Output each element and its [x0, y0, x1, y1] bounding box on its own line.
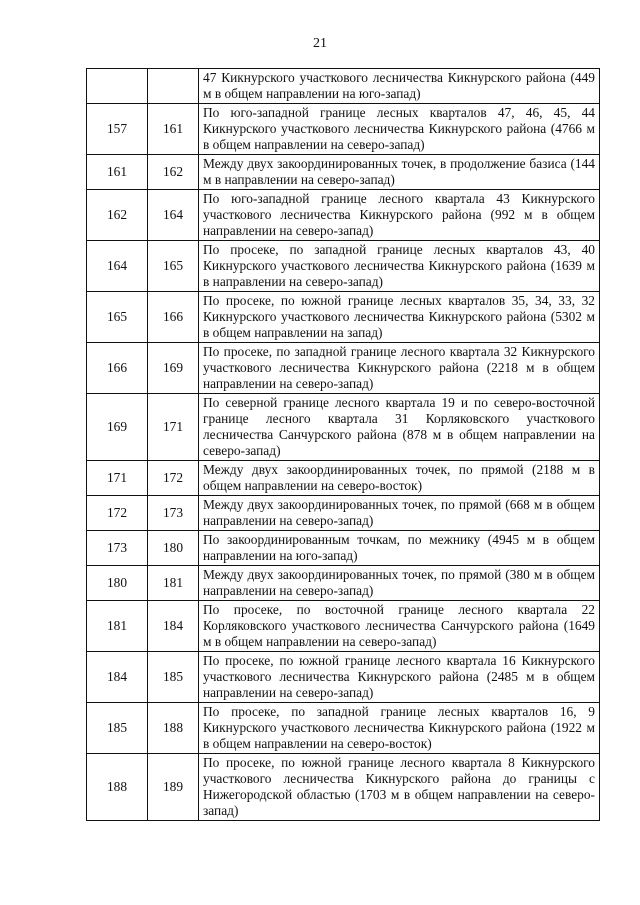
point-from-cell: 157 [87, 104, 148, 155]
table-row [87, 104, 600, 155]
table-row [87, 241, 600, 292]
point-from-cell: 166 [87, 343, 148, 394]
point-to-cell: 180 [148, 531, 199, 566]
point-to-cell: 166 [148, 292, 199, 343]
description-cell: По юго-западной границе лесного квартала 43 Кикнурского участкового лесничества Кикнурского района (992 м в общем направлении на северо-запад) [199, 190, 600, 241]
description-cell: Между двух закоординированных точек, по прямой (2188 м в общем направлении на северо-восток) [199, 461, 600, 496]
table-row [87, 155, 600, 190]
description-cell: Между двух закоординированных точек, по прямой (380 м в общем направлении на северо-запад) [199, 566, 600, 601]
table-row [87, 496, 600, 531]
description-cell: Между двух закоординированных точек, по прямой (668 м в общем направлении на северо-запад) [199, 496, 600, 531]
point-from-cell: 171 [87, 461, 148, 496]
point-to-cell: 169 [148, 343, 199, 394]
point-to-cell: 164 [148, 190, 199, 241]
table-row [87, 601, 600, 652]
boundary-description-table [86, 68, 600, 821]
point-from-cell: 172 [87, 496, 148, 531]
point-to-cell: 189 [148, 754, 199, 821]
point-from-cell: 184 [87, 652, 148, 703]
point-to-cell: 165 [148, 241, 199, 292]
description-cell: По просеке, по западной границе лесных кварталов 43, 40 Кикнурского участкового лесничества Кикнурского района (1639 м в направлении на северо-запад) [199, 241, 600, 292]
description-cell: По юго-западной границе лесных кварталов 47, 46, 45, 44 Кикнурского участкового лесничества Кикнурского района (4766 м в общем направлении на северо-запад) [199, 104, 600, 155]
point-to-cell: 162 [148, 155, 199, 190]
description-cell: По просеке, по западной границе лесного квартала 32 Кикнурского участкового лесничества Кикнурского района (2218 м в общем направлении на северо-запад) [199, 343, 600, 394]
point-to-cell: 184 [148, 601, 199, 652]
table-row [87, 531, 600, 566]
table-row [87, 394, 600, 461]
table-row [87, 190, 600, 241]
description-cell: По просеке, по восточной границе лесного квартала 22 Корляковского участкового лесничества Санчурского района (1649 м в общем направлении на северо-запад) [199, 601, 600, 652]
table-row [87, 754, 600, 821]
point-from-cell: 165 [87, 292, 148, 343]
point-from-cell: 173 [87, 531, 148, 566]
table-row [87, 652, 600, 703]
point-from-cell: 169 [87, 394, 148, 461]
description-cell: По просеке, по южной границе лесных кварталов 35, 34, 33, 32 Кикнурского участкового лесничества Кикнурского района (5302 м в общем направлении на запад) [199, 292, 600, 343]
point-from-cell: 180 [87, 566, 148, 601]
description-cell: По просеке, по западной границе лесных кварталов 16, 9 Кикнурского участкового лесничества Кикнурского района (1922 м в общем направлении на северо-восток) [199, 703, 600, 754]
point-from-cell: 188 [87, 754, 148, 821]
description-cell: Между двух закоординированных точек, в продолжение базиса (144 м в направлении на северо-запад) [199, 155, 600, 190]
point-from-cell: 185 [87, 703, 148, 754]
point-from-cell: 164 [87, 241, 148, 292]
point-to-cell: 161 [148, 104, 199, 155]
table-row [87, 566, 600, 601]
point-from-cell [87, 69, 148, 104]
point-to-cell: 185 [148, 652, 199, 703]
description-cell: По просеке, по южной границе лесного квартала 8 Кикнурского участкового лесничества Кикнурского района до границы с Нижегородской областью (1703 м в общем направлении на северо-запад) [199, 754, 600, 821]
point-from-cell: 162 [87, 190, 148, 241]
point-from-cell: 181 [87, 601, 148, 652]
point-to-cell: 171 [148, 394, 199, 461]
point-to-cell: 181 [148, 566, 199, 601]
table-row [87, 292, 600, 343]
table-row [87, 343, 600, 394]
point-to-cell: 173 [148, 496, 199, 531]
description-cell: 47 Кикнурского участкового лесничества Кикнурского района (449 м в общем направлении на юго-запад) [199, 69, 600, 104]
table-row [87, 69, 600, 104]
description-cell: По северной границе лесного квартала 19 и по северо-восточной границе лесного квартала 31 Корляковского участкового лесничества Санчурского района (878 м в общем направлении на северо-запад) [199, 394, 600, 461]
point-to-cell: 172 [148, 461, 199, 496]
description-cell: По просеке, по южной границе лесного квартала 16 Кикнурского участкового лесничества Кикнурского района (2485 м в общем направлении на северо-запад) [199, 652, 600, 703]
page-number: 21 [313, 36, 327, 51]
table-row [87, 461, 600, 496]
point-from-cell: 161 [87, 155, 148, 190]
point-to-cell: 188 [148, 703, 199, 754]
point-to-cell [148, 69, 199, 104]
table-row [87, 703, 600, 754]
description-cell: По закоординированным точкам, по межнику (4945 м в общем направлении на юго-запад) [199, 531, 600, 566]
